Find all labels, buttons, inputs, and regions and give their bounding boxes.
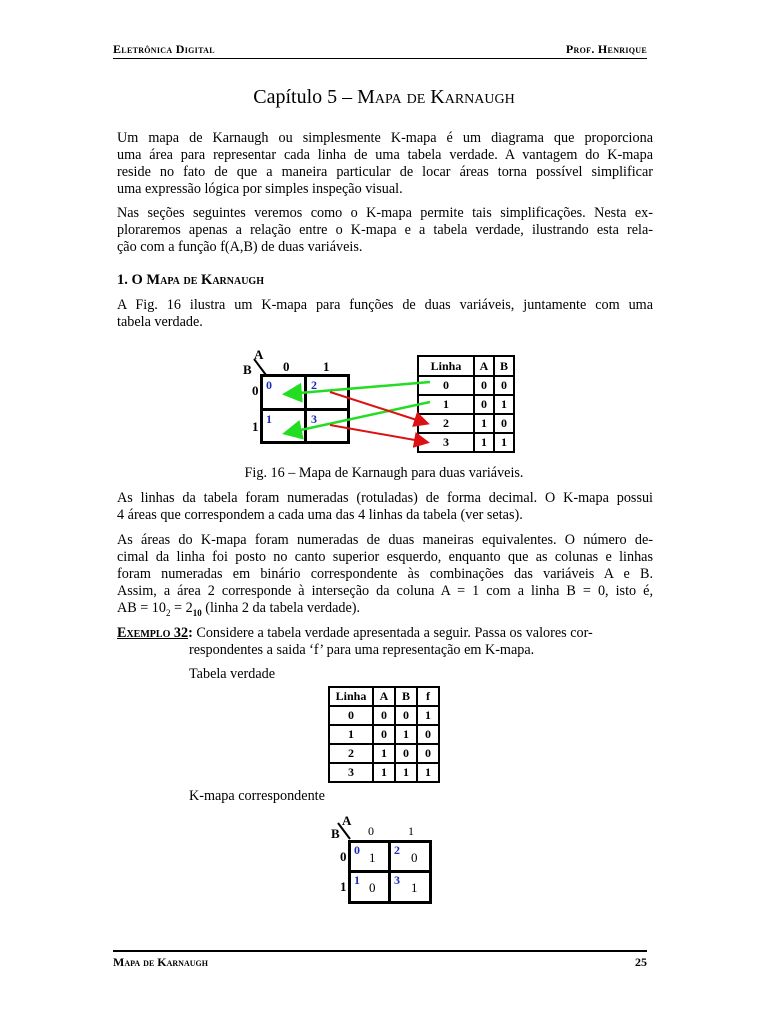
kmap-cell: 2 <box>306 376 348 410</box>
kmap-cell: 2 0 <box>390 842 430 872</box>
figure-16 <box>230 345 540 460</box>
kmap-var-a: A <box>342 813 352 828</box>
mapping-arrows <box>230 345 540 460</box>
kmap-row-1: 1 <box>252 419 259 434</box>
page-number: 25 <box>635 955 647 969</box>
header-right: Prof. Henrique <box>565 42 647 56</box>
kmap-cell: 0 1 <box>350 842 390 872</box>
kmap-row-0: 0 <box>252 383 259 398</box>
header-left: Eletrônica Digital <box>113 42 215 56</box>
footer-left: Mapa de Karnaugh <box>113 955 208 969</box>
kmap-var-b: B <box>243 362 252 377</box>
equation-line: AB = $10_2 = 2_{10}$ (linha 2 da tabela verdade). <box>117 600 361 618</box>
kmap-cell: 3 1 <box>390 872 430 902</box>
example-32-line2: respondentes a saida ‘f’ para uma representação em K-mapa. <box>189 642 535 658</box>
truth-table-label: Tabela verdade <box>189 666 276 682</box>
table-row: 3 1 1 1 <box>329 763 439 782</box>
kmap-col-1: 1 <box>408 824 414 838</box>
table-row: 0 0 0 1 <box>329 706 439 725</box>
kmap-cell: 0 <box>262 376 306 410</box>
example-32-line1: Exemplo 32: Considere a tabela verdade apresentada a seguir. Passa os valores cor- <box>117 625 593 641</box>
page-title: Capítulo 5 – Mapa de Karnaugh <box>253 86 515 108</box>
section-paragraph: A Fig. 16 ilustra um K-mapa para funções de duas variáveis, juntamente com uma tabela verdade. <box>117 297 653 330</box>
after-fig-paragraph-2: As áreas do K-mapa foram numeradas de duas maneiras equivalentes. O número de- cimal da linha foi posto no canto superior esquerdo, enquanto que as colunas e linhas foram numeradas em binário correspondente às combinações das variáveis A e B. Assim, a área 2 corresponde à interseção da coluna A = 1 com a linha B = 0, isto é, AB = $10_2 = 2_{10}$ (linha 2 da tabela verdade). <box>117 532 653 622</box>
table-row: 3 1 1 <box>418 433 514 452</box>
kmap-label: K-mapa correspondente <box>189 788 325 804</box>
intro-paragraph-1: Um mapa de Karnaugh ou simplesmente K-mapa é um diagrama que proporciona uma área para representar cada linha de uma tabela verdade. A vantagem do K-mapa reside no fato de que a maneira particular de locar áreas torna possível simplificar uma expressão lógica por simples inspeção visual. <box>117 130 653 197</box>
kmap-cell: 1 0 <box>350 872 390 902</box>
table-row: 0 0 0 <box>418 376 514 395</box>
table-row: 1 0 1 <box>418 395 514 414</box>
kmap-row-0: 0 <box>340 849 347 864</box>
after-fig-paragraph-1: As linhas da tabela foram numeradas (rotuladas) de forma decimal. O K-mapa possui 4 áreas que correspondem a cada uma das 4 linhas da tabela (ver setas). <box>117 490 653 523</box>
kmap-cell: 3 <box>306 410 348 442</box>
truth-table-example <box>328 686 440 783</box>
kmap-row-1: 1 <box>340 879 347 894</box>
footer-rule <box>113 950 647 952</box>
kmap-col-0: 0 <box>283 359 290 374</box>
arrow-green-0 <box>287 382 430 394</box>
arrow-red-2 <box>330 392 426 423</box>
table-row: 1 0 1 0 <box>329 725 439 744</box>
example-kmap <box>328 815 448 910</box>
arrow-red-3 <box>330 425 426 442</box>
kmap-grid <box>348 840 432 904</box>
section-heading: 1. O Mapa de Karnaugh <box>117 272 264 288</box>
header-rule <box>113 58 647 59</box>
table-row: 2 1 0 <box>418 414 514 433</box>
kmap-col-1: 1 <box>323 359 330 374</box>
table-header-row: Linha A B f <box>329 687 439 706</box>
figure-caption: Fig. 16 – Mapa de Karnaugh para duas variáveis. <box>244 465 524 481</box>
kmap-col-0: 0 <box>368 824 374 838</box>
table-row: 2 1 0 0 <box>329 744 439 763</box>
table-header-row: Linha A B <box>418 356 514 376</box>
kmap-var-a: A <box>254 347 264 362</box>
kmap-var-b: B <box>331 826 340 841</box>
intro-paragraph-2: Nas seções seguintes veremos como o K-mapa permite tais simplificações. Nesta ex- ploraremos apenas a relação entre o K-mapa e a tabela verdade, ilustrando esta rela- ção com a função f(A,B) de duas variáveis. <box>117 205 653 255</box>
kmap-cell: 1 <box>262 410 306 442</box>
